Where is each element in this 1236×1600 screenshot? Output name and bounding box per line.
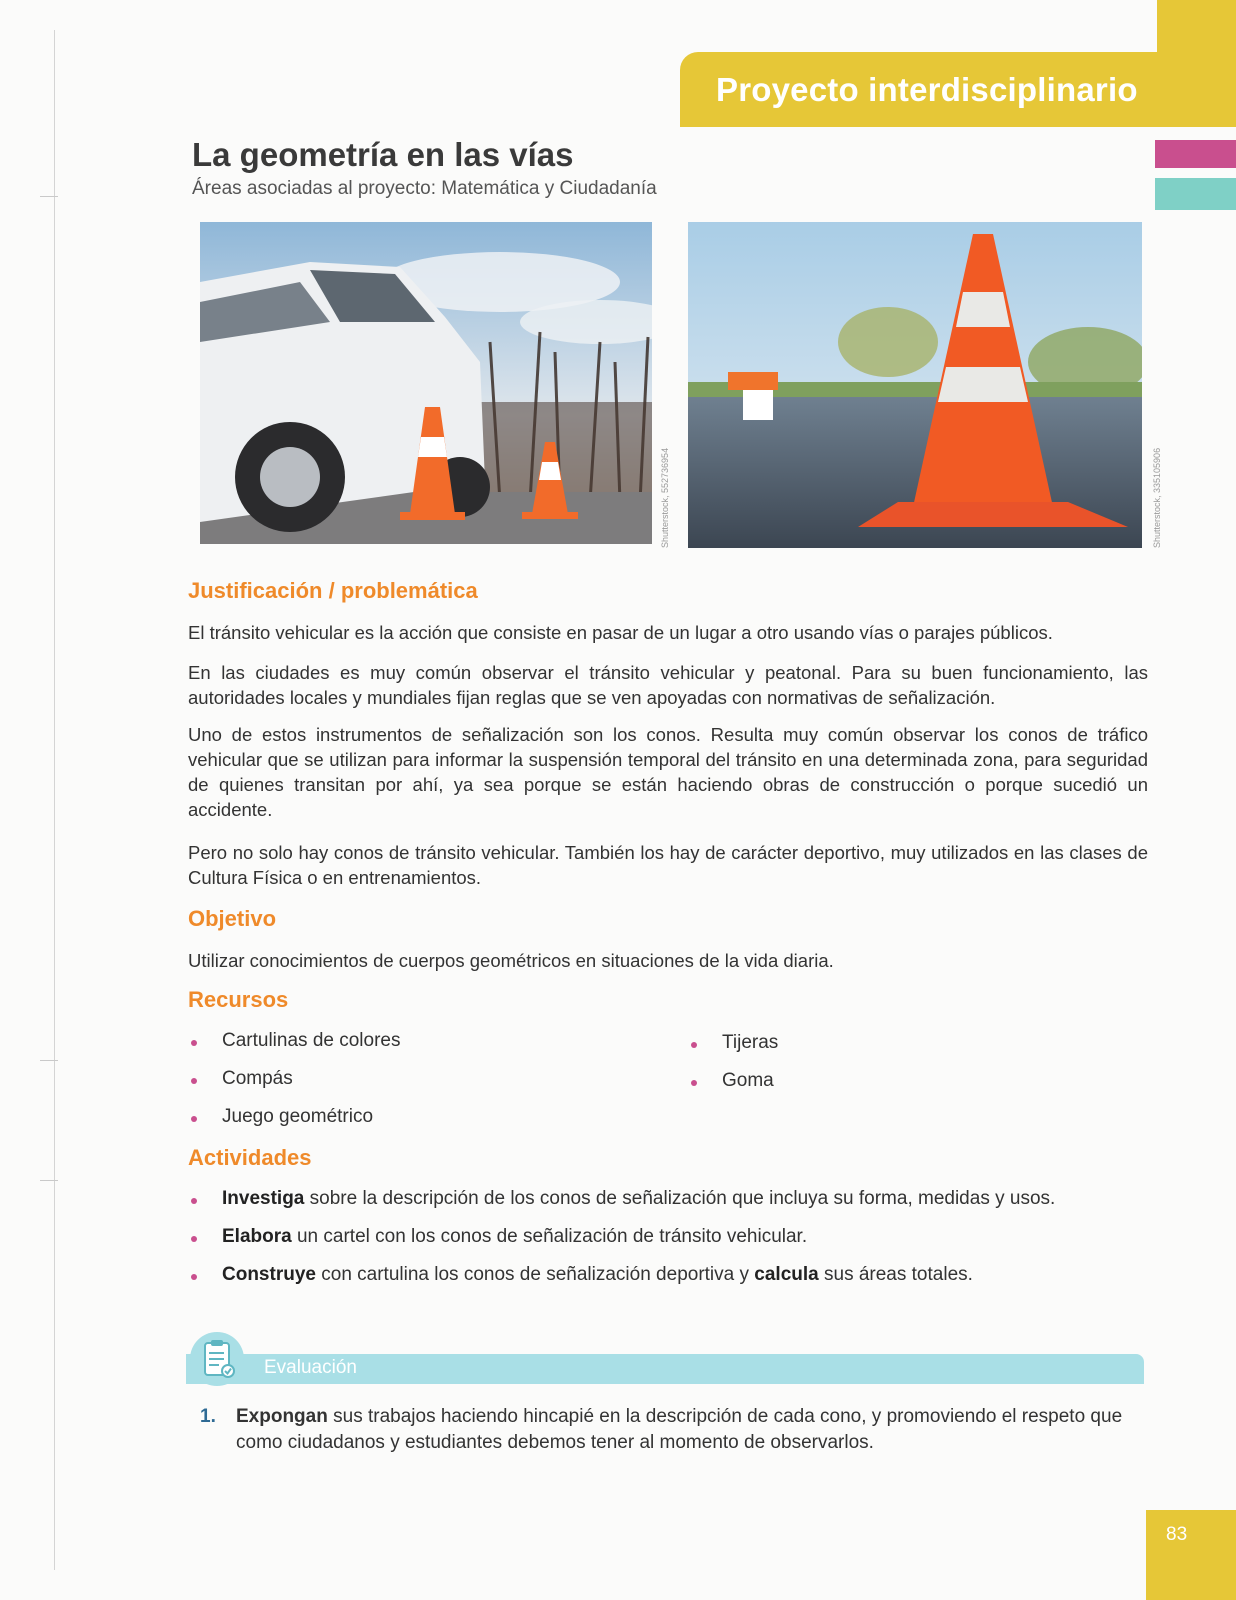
header-band [680,52,1236,127]
resources-list-right [688,1032,778,1108]
list-item: Tijeras [688,1032,778,1070]
resources-list-left [188,1030,400,1144]
list-item: Compás [188,1068,400,1106]
justification-heading: Justificación / problemática [188,578,478,603]
evaluation-label: Evaluación [264,1357,357,1378]
activities-list [188,1188,1055,1302]
evaluation-item-number: 1. [200,1406,216,1427]
photo-credit: Shutterstock, 552736954 [660,447,670,548]
bullet-icon [691,1080,697,1086]
list-item: Investiga sobre la descripción de los conos de señalización que incluya su forma, medidas y usos. [188,1188,1055,1226]
binding-tick [40,1180,58,1181]
bullet-icon [191,1198,197,1204]
resources-heading: Recursos [188,987,289,1012]
car-cones-photo [200,222,652,544]
page-title: La geometría en las vías [192,136,574,173]
evaluation-item [200,1404,1144,1456]
photo-credit: Shutterstock, 335105906 [1152,447,1162,548]
header-band-top [1157,0,1236,60]
color-tab-teal [1155,178,1236,210]
evaluation-item-text: Expongan sus trabajos haciendo hincapié en la descripción de cada cono, y promoviendo el respeto que como ciudadanos y estudiantes debemos tener al momento de observarlos. [236,1406,1123,1453]
justification-paragraph: El tránsito vehicular es la acción que consiste en pasar de un lugar a otro usando vías o parajes públicos. [188,622,1053,643]
bullet-icon [691,1042,697,1048]
binding-line [54,30,55,1570]
list-item: Elabora un cartel con los conos de señalización de tránsito vehicular. [188,1226,1055,1264]
bullet-icon [191,1040,197,1046]
justification-paragraph: Uno de estos instrumentos de señalización son los conos. Resulta muy común observar los conos de tráfico vehicular que se utilizan para informar la suspensión temporal del tránsito en una determinada zona, para seguridad de quienes transitan por ahí, ya sea porque se están haciendo obras de construcción o porque sucedió un accidente. [188,724,1148,820]
list-item: Cartulinas de colores [188,1030,400,1068]
objective-text: Utilizar conocimientos de cuerpos geométricos en situaciones de la vida diaria. [188,950,834,971]
color-tab-pink [1155,140,1236,168]
binding-tick [40,196,58,197]
binding-tick [40,1060,58,1061]
page-subtitle: Áreas asociadas al proyecto: Matemática y Ciudadanía [192,178,657,199]
list-item: Goma [688,1070,778,1108]
clipboard-icon [188,1330,246,1388]
bullet-icon [191,1078,197,1084]
justification-paragraph: Pero no solo hay conos de tránsito vehicular. También los hay de carácter deportivo, muy utilizados en las clases de Cultura Física o en entrenamientos. [188,842,1148,888]
list-item: Juego geométrico [188,1106,400,1144]
list-item: Construye con cartulina los conos de señalización deportiva y calcula sus áreas totales. [188,1264,1055,1302]
bullet-icon [191,1274,197,1280]
page-number-box [1146,1510,1236,1600]
section-title: Proyecto interdisciplinario [716,70,1138,108]
bullet-icon [191,1236,197,1242]
bullet-icon [191,1116,197,1122]
traffic-cone-photo [688,222,1142,548]
justification-paragraph: En las ciudades es muy común observar el tránsito vehicular y peatonal. Para su buen funcionamiento, las autoridades locales y mundiales fijan reglas que se ven apoyadas con normativas de señalización. [188,662,1148,708]
activities-heading: Actividades [188,1145,312,1170]
page-number: 83 [1166,1524,1188,1545]
objective-heading: Objetivo [188,906,277,931]
